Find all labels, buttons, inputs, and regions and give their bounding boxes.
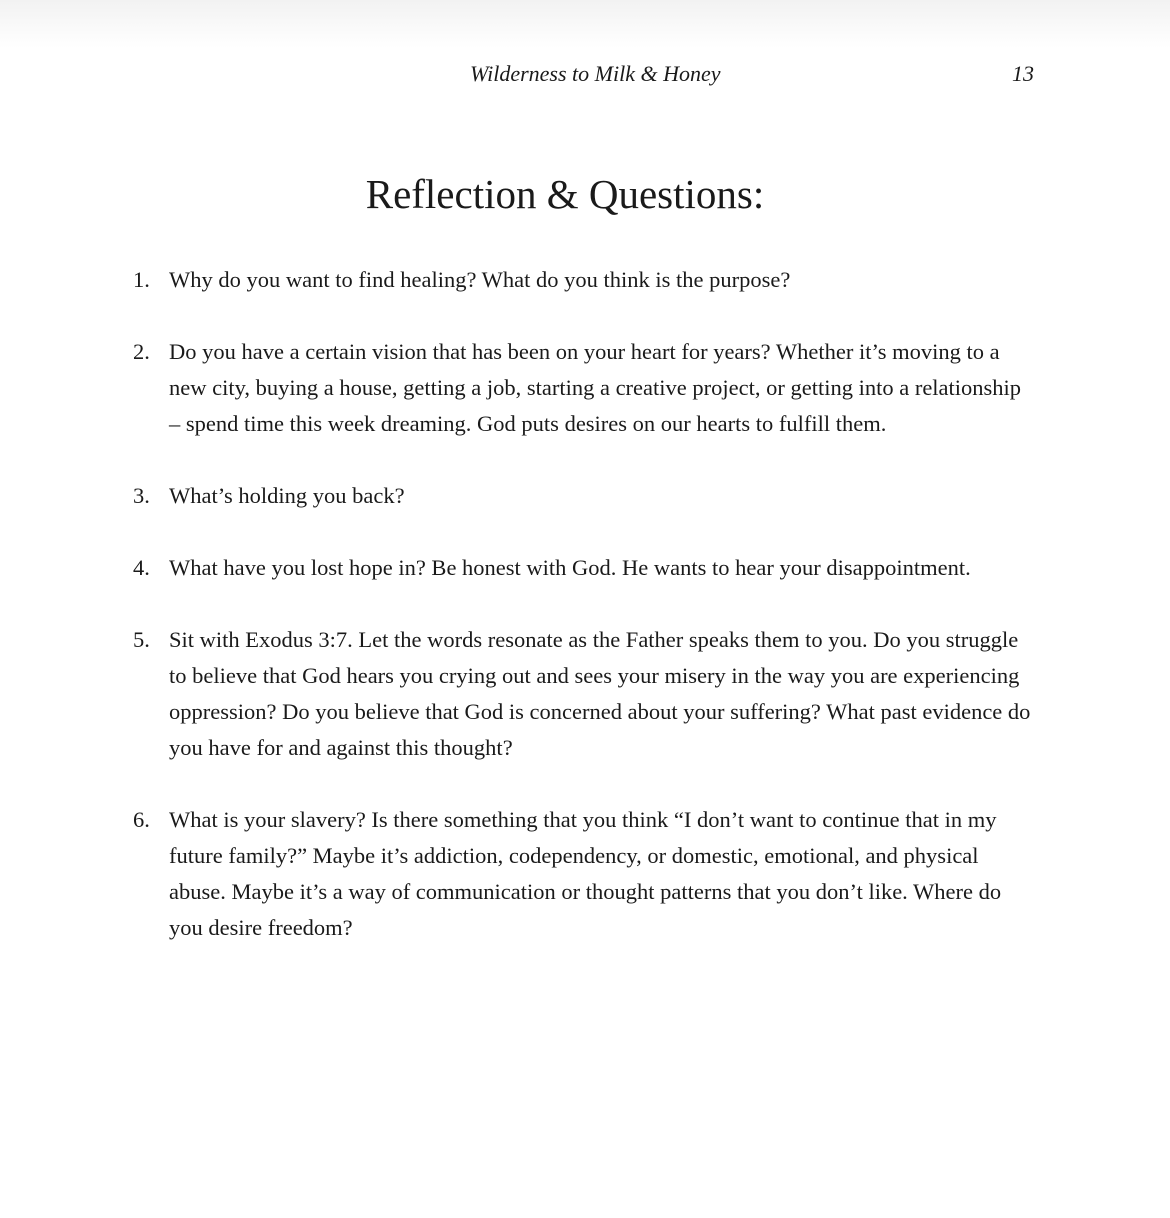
question-number: 3. bbox=[133, 483, 150, 508]
question-list bbox=[133, 262, 1033, 982]
question-text: Do you have a certain vision that has been on your heart for years? Whether it’s moving to a new city, buying a house, getting a job, starting a creative project, or getting into a relationship – spend time this week dreaming. God puts desires on our hearts to fulfill them. bbox=[169, 339, 1022, 436]
page-title: Reflection & Questions: bbox=[365, 171, 765, 217]
question-item bbox=[133, 550, 1033, 586]
question-text: Why do you want to find healing? What do you think is the purpose? bbox=[169, 267, 791, 292]
question-text: What’s holding you back? bbox=[169, 483, 405, 508]
question-number: 2. bbox=[133, 339, 150, 364]
question-text: What have you lost hope in? Be honest with God. He wants to hear your disappointment. bbox=[169, 555, 971, 580]
question-item bbox=[133, 478, 1033, 514]
question-text: What is your slavery? Is there something that you think “I don’t want to continue that in my future family?” Maybe it’s addiction, codependency, or domestic, emotional, and physical abuse. Maybe it’s a way of communication or thought patterns that you don’t like. Where do you desire freedom? bbox=[169, 807, 1002, 940]
question-number: 6. bbox=[133, 807, 150, 832]
question-item bbox=[133, 622, 1033, 766]
question-item bbox=[133, 802, 1033, 946]
question-text: Sit with Exodus 3:7. Let the words resonate as the Father speaks them to you. Do you struggle to believe that God hears you crying out and sees your misery in the way you are experiencing oppression? Do you believe that God is concerned about your suffering? What past evidence do you have for and against this thought? bbox=[169, 627, 1031, 760]
question-number: 1. bbox=[133, 267, 150, 292]
question-number: 5. bbox=[133, 627, 150, 652]
page-top-shadow bbox=[0, 0, 1170, 48]
running-header bbox=[0, 58, 1170, 90]
page-number: 13 bbox=[1012, 61, 1034, 86]
question-number: 4. bbox=[133, 555, 150, 580]
book-title: Wilderness to Milk & Honey bbox=[470, 61, 721, 86]
question-item bbox=[133, 334, 1033, 442]
question-item bbox=[133, 262, 1033, 298]
